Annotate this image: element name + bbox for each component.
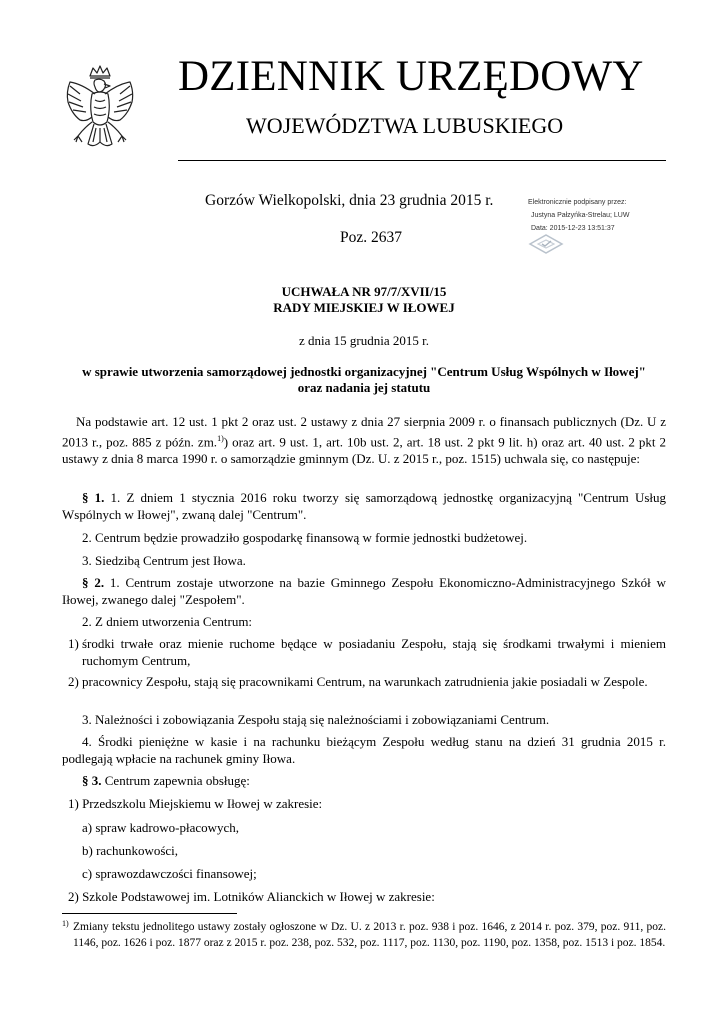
list-item: c) sprawozdawczości finansowej; [82,866,257,881]
footnote-mark: 1) [62,919,69,928]
signature-label: Elektronicznie podpisany przez: [528,199,627,206]
preamble: Na podstawie art. 12 ust. 1 pkt 2 oraz ust. 2 ustawy z dnia 27 sierpnia 2009 r. o finansach publicznych (Dz. U z 2013 r., poz. 885 z późn. zm.$^{1)}$) oraz art. 9 ust. 1, art. 10b ust. 2, art. 18 ust. 2 pkt 9 lit. h) oraz art. 40 ust. 2 pkt 2 ustawy z dnia 8 marca 1990 r. o samorządzie gminnym (Dz. U. z 2015 r., poz. 1515) uchwala się, co następuje: [62,414,666,466]
position-number: Poz. 2637 [340,229,402,246]
section-3-label: § 3. [82,773,102,788]
act-date: z dnia 15 grudnia 2015 r. [299,333,429,348]
act-subject-cont: oraz nadania jej statutu [297,380,431,395]
list-item: a) spraw kadrowo-płacowych, [82,820,240,835]
list-item: 2) Szkole Podstawowej im. Lotników Alianckich w Iłowej w zakresie: [68,889,435,904]
section-2-para-3: 3. Należności i zobowiązania Zespołu stają się należnościami i zobowiązaniami Centrum. [82,712,550,727]
act-title: UCHWAŁA NR 97/7/XVII/15 [281,284,447,299]
footnote [62,920,666,951]
journal-subtitle: WOJEWÓDZTWA LUBUSKIEGO [246,113,564,138]
list-item: b) rachunkowości, [82,843,179,858]
section-2-para-2: 2. Z dniem utworzenia Centrum: [82,614,253,629]
act-subject: w sprawie utworzenia samorządowej jednostki organizacyjnej "Centrum Usług Wspólnych w Iłowej" [82,364,646,379]
list-item: 2) pracownicy Zespołu, stają się pracownikami Centrum, na warunkach zatrudnienia jakie posiadali w Zespole. [68,674,648,689]
list-item: 1) środki trwałe oraz mienie ruchome będące w posiadaniu Zespołu, stają się środkami trwałymi i mieniem ruchomym Centrum, [68,636,666,668]
section-2-para-1: § 2. 1. Centrum zostaje utworzone na bazie Gminnego Zespołu Ekonomiczno-Administracyjnego Szkół w Iłowej, zwanego dalej "Zespołem". [62,575,666,607]
coat-of-arms-eagle-icon [62,62,138,166]
place-and-date: Gorzów Wielkopolski, dnia 23 grudnia 2015 r. [205,192,494,209]
signature-check-icon [528,233,564,255]
section-1-para-2: 2. Centrum będzie prowadziło gospodarkę finansową w formie jednostki budżetowej. [82,530,528,545]
section-2-para-4: 4. Środki pieniężne w kasie i na rachunku bieżącym Zespołu według stanu na dzień 31 grudnia 2015 r. podlegają wpłacie na rachunek gminy Iłowa. [62,734,666,766]
act-issuer: RADY MIEJSKIEJ W IŁOWEJ [273,300,455,315]
header-divider [178,160,666,161]
footnote-ref: 1) [217,433,224,443]
footnote-text: Zmiany tekstu jednolitego ustawy zostały ogłoszone w Dz. U. z 2013 r. poz. 938 i poz. 1646, z 2014 r. poz. 379, poz. 911, poz. 1146, poz. 1626 i poz. 1877 oraz z 2015 r. poz. 238, poz. 532, poz. 1117, poz. 1130, poz. 1190, poz. 1358, poz. 1513 i poz. 1854. [73,921,666,949]
signature-date: Data: 2015-12-23 13:51:37 [531,225,615,232]
section-3-intro: § 3. Centrum zapewnia obsługę: [82,773,250,788]
section-1-para-3: 3. Siedzibą Centrum jest Iłowa. [82,553,246,568]
section-1-para-1: § 1. 1. Z dniem 1 stycznia 2016 roku tworzy się samorządową jednostkę organizacyjną "Centrum Usług Wspólnych w Iłowej", zwaną dalej "Centrum". [62,490,667,522]
journal-title: DZIENNIK URZĘDOWY [178,53,644,100]
electronic-signature [528,196,708,235]
signature-signer: Justyna Pałzyńka-Strelau; LUW [531,212,630,219]
section-2-label: § 2. [82,575,105,590]
list-item: 1) Przedszkolu Miejskiemu w Iłowej w zakresie: [68,796,323,811]
footnote-divider [62,913,237,914]
section-1-label: § 1. [82,490,105,505]
